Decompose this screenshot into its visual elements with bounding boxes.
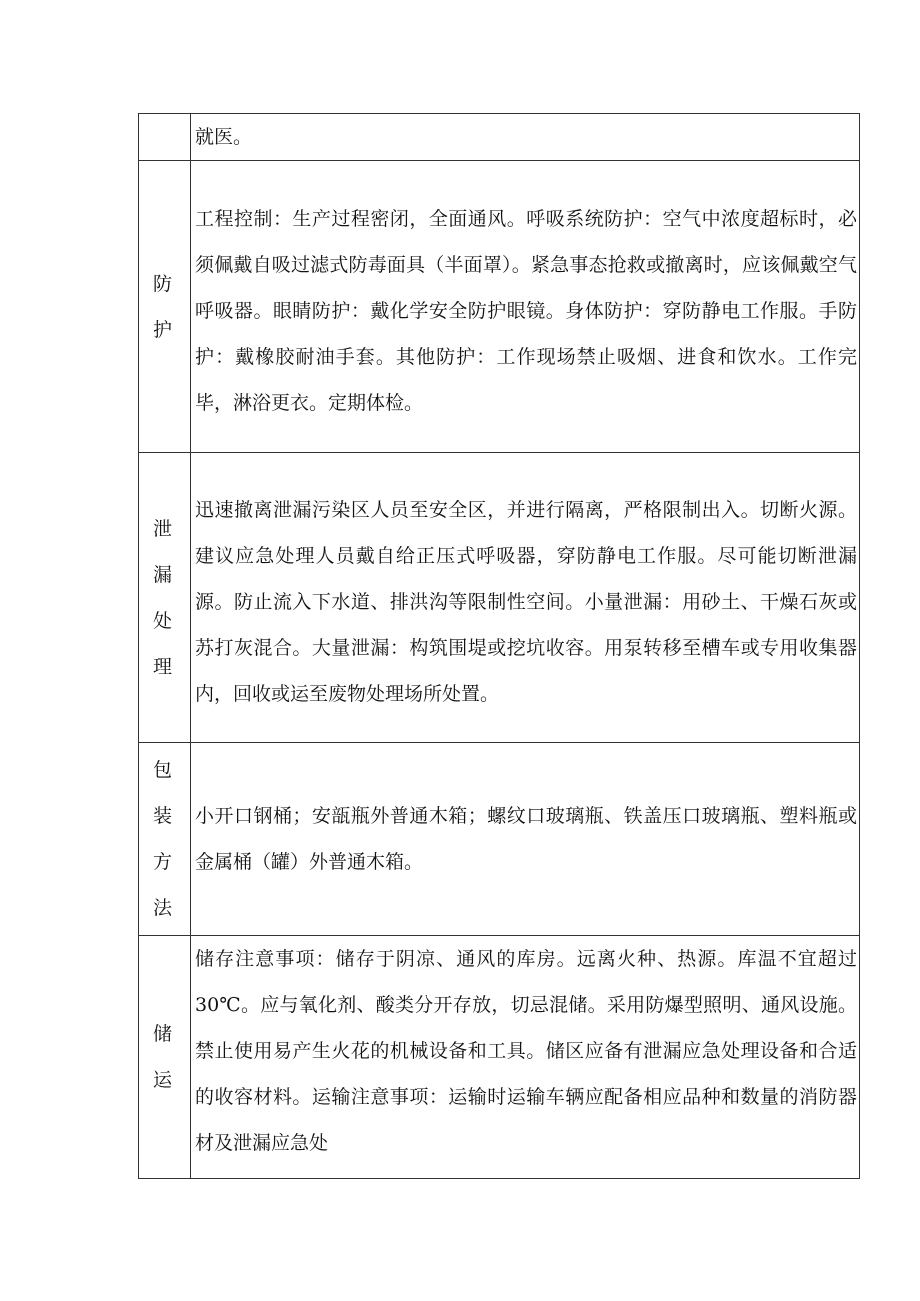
row-content: 小开口钢桶；安瓿瓶外普通木箱；螺纹口玻璃瓶、铁盖压口玻璃瓶、塑料瓶或金属桶（罐）外普通木箱。 [195, 805, 857, 873]
table-row [139, 936, 860, 1179]
row-content-cell [191, 453, 860, 743]
msds-table [138, 113, 860, 1179]
row-content: 工程控制：生产过程密闭，全面通风。呼吸系统防护：空气中浓度超标时，必须佩戴自吸过滤式防毒面具（半面罩）。紧急事态抢救或撤离时，应该佩戴空气呼吸器。眼睛防护：戴化学安全防护眼镜。身体防护：穿防静电工作服。手防护：戴橡胶耐油手套。其他防护：工作现场禁止吸烟、进食和饮水。工作完毕，淋浴更衣。定期体检。 [195, 207, 857, 414]
row-label: 储运 [152, 1023, 176, 1091]
row-label-cell [139, 161, 191, 453]
row-label: 防护 [152, 272, 176, 341]
table-row [139, 161, 860, 453]
row-content: 储存注意事项：储存于阴凉、通风的库房。远离火种、热源。库温不宜超过30℃。应与氧化剂、酸类分开存放，切忌混储。采用防爆型照明、通风设施。禁止使用易产生火花的机械设备和工具。储区应备有泄漏应急处理设备和合适的收容材料。运输注意事项：运输时运输车辆应配备相应品种和数量的消防器材及泄漏应急处 [195, 948, 857, 1154]
row-content-cell [191, 161, 860, 453]
row-label: 泄漏处理 [152, 517, 176, 678]
row-content: 就医。 [195, 126, 253, 148]
table-row [139, 114, 860, 161]
row-label-cell [139, 936, 191, 1179]
row-label: 包装方法 [152, 759, 176, 919]
row-content-cell [191, 114, 860, 161]
table-row [139, 743, 860, 936]
row-label-cell [139, 114, 191, 161]
row-content: 迅速撤离泄漏污染区人员至安全区，并进行隔离，严格限制出入。切断火源。建议应急处理人员戴自给正压式呼吸器，穿防静电工作服。尽可能切断泄漏源。防止流入下水道、排洪沟等限制性空间。小量泄漏：用砂土、干燥石灰或苏打灰混合。大量泄漏：构筑围堤或挖坑收容。用泵转移至槽车或专用收集器内，回收或运至废物处理场所处置。 [195, 498, 857, 705]
row-label-cell [139, 743, 191, 936]
table-row [139, 453, 860, 743]
row-content-cell [191, 743, 860, 936]
row-content-cell [191, 936, 860, 1179]
row-label-cell [139, 453, 191, 743]
